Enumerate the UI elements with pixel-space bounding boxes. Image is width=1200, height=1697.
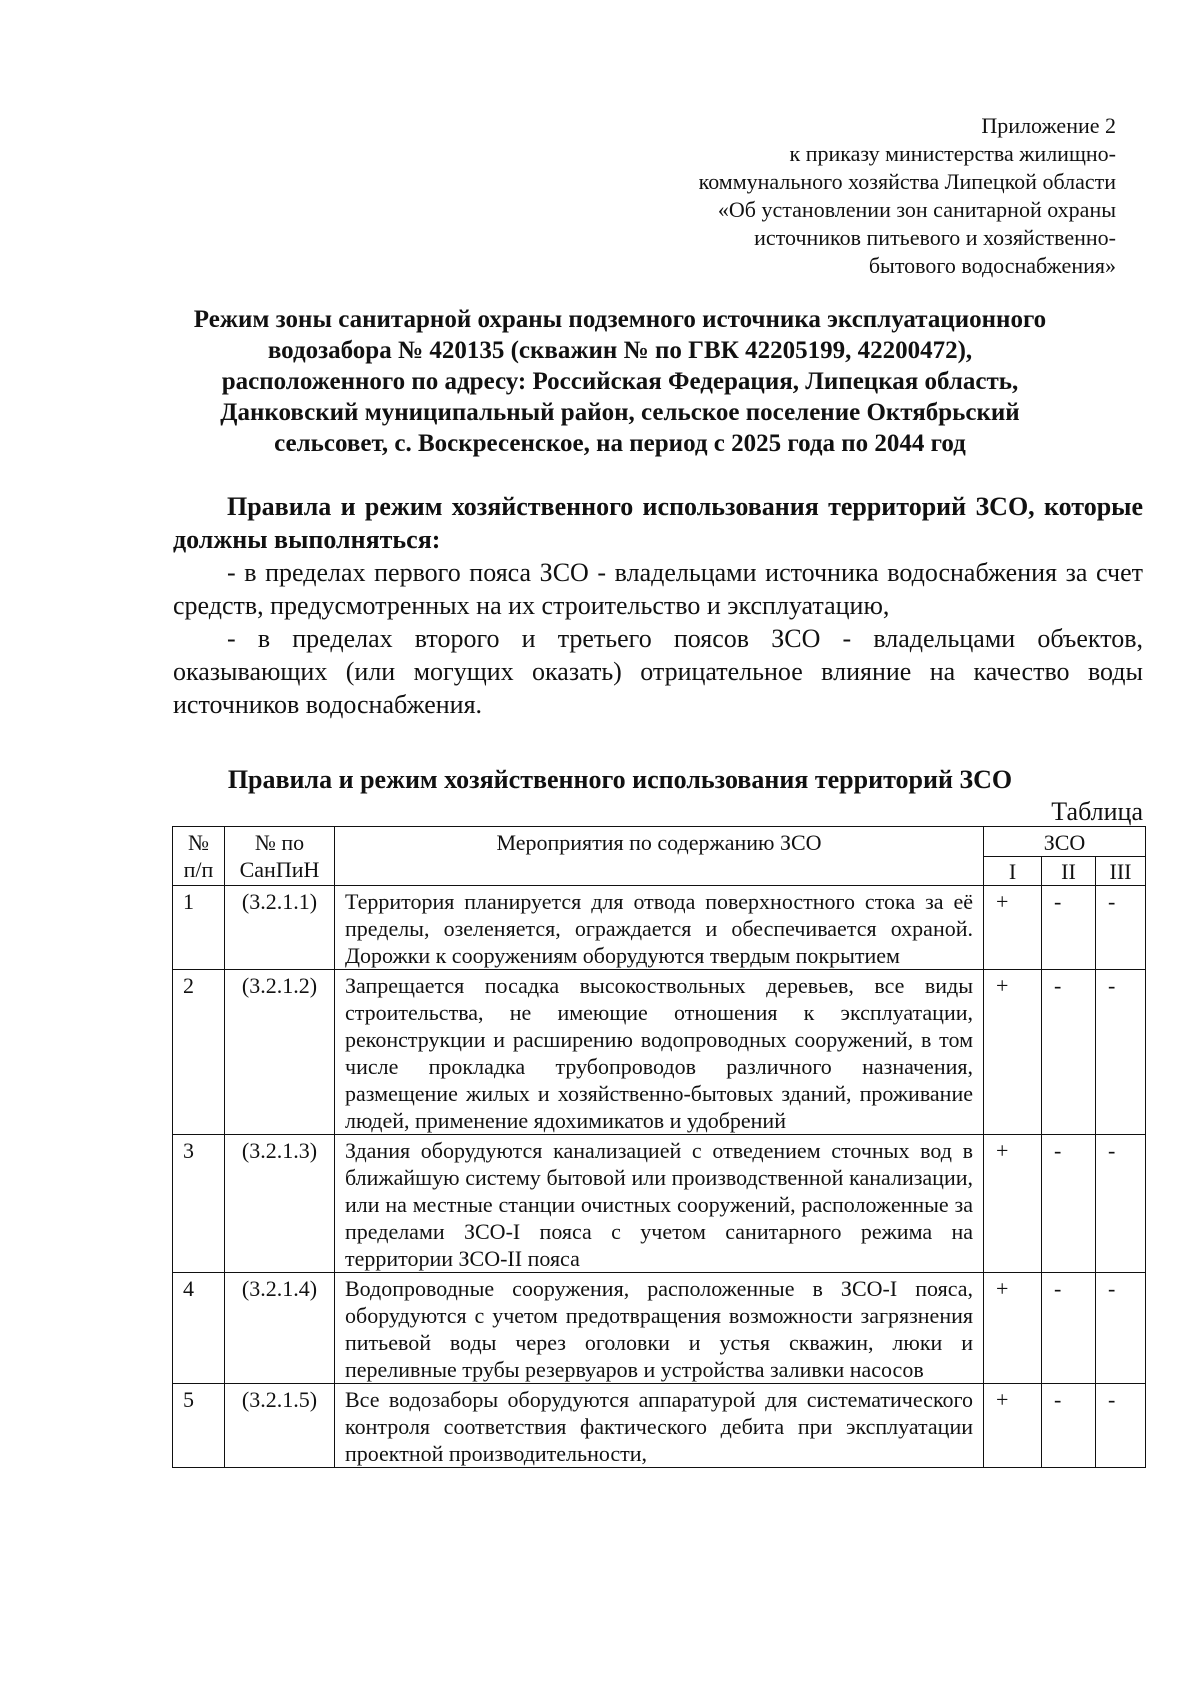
header-num: № п/п — [173, 827, 225, 886]
row-belt-2-mark: - — [1042, 1273, 1096, 1384]
row-belt-1-mark: + — [984, 1273, 1042, 1384]
row-sanpin-code: (3.2.1.4) — [225, 1273, 335, 1384]
annex-line: Приложение 2 — [981, 113, 1116, 138]
annex-line: бытового водоснабжения» — [868, 253, 1116, 278]
annex-line: коммунального хозяйства Липецкой области — [698, 169, 1116, 194]
row-belt-3-mark: - — [1096, 1273, 1146, 1384]
table-label: Таблица — [1051, 797, 1143, 826]
title-line: расположенного по адресу: Российская Федерация, Липецкая область, — [221, 368, 1019, 395]
row-belt-1-mark: + — [984, 1135, 1042, 1273]
rules-heading: Правила и режим хозяйственного использования территорий ЗСО, которые должны выполняться: — [173, 492, 1143, 554]
document-title — [160, 304, 1080, 459]
row-number: 4 — [173, 1273, 225, 1384]
header-measures: Мероприятия по содержанию ЗСО — [335, 827, 984, 886]
rules-item-second-third-belt: - в пределах второго и третьего поясов ЗСО - владельцами объектов, оказывающих (или могущих оказать) отрицательное влияние на качество воды источников водоснабжения. — [173, 624, 1143, 719]
header-belt-1: I — [984, 857, 1042, 886]
rules-section — [173, 490, 1143, 721]
row-sanpin-code: (3.2.1.2) — [225, 970, 335, 1135]
row-belt-1-mark: + — [984, 970, 1042, 1135]
header-belt-2: II — [1042, 857, 1096, 886]
row-sanpin-code: (3.2.1.5) — [225, 1384, 335, 1468]
row-belt-2-mark: - — [1042, 970, 1096, 1135]
header-belt-3: III — [1096, 857, 1146, 886]
row-measure-text: Территория планируется для отвода поверхностного стока за её пределы, озеленяется, ограждается и обеспечивается охраной. Дорожки к сооружениям оборудуются твердым покрытием — [335, 886, 984, 970]
annex-line: «Об установлении зон санитарной охраны — [717, 197, 1116, 222]
row-belt-2-mark: - — [1042, 1384, 1096, 1468]
row-belt-3-mark: - — [1096, 886, 1146, 970]
header-sanpin: № по СанПиН — [225, 827, 335, 886]
annex-line: к приказу министерства жилищно- — [789, 141, 1116, 166]
title-line: Режим зоны санитарной охраны подземного источника эксплуатационного — [193, 306, 1047, 333]
table-row — [173, 886, 1146, 970]
title-line: Данковский муниципальный район, сельское поселение Октябрьский — [220, 399, 1020, 426]
row-measure-text: Запрещается посадка высокоствольных деревьев, все виды строительства, не имеющие отношения к эксплуатации, реконструкции и расширению водопроводных сооружений, в том числе прокладка трубопроводов различного назначения, размещение жилых и хозяйственно-бытовых зданий, проживание людей, применение ядохимикатов и удобрений — [335, 970, 984, 1135]
row-number: 1 — [173, 886, 225, 970]
header-zso: ЗСО — [984, 827, 1146, 857]
row-measure-text: Все водозаборы оборудуются аппаратурой для систематического контроля соответствия фактического дебита при эксплуатации проектной производительности, — [335, 1384, 984, 1468]
rules-item-first-belt: - в пределах первого пояса ЗСО - владельцами источника водоснабжения за счет средств, предусмотренных на их строительство и эксплуатацию, — [173, 558, 1143, 620]
row-measure-text: Водопроводные сооружения, расположенные в ЗСО-I пояса, оборудуются с учетом предотвращения возможности загрязнения питьевой воды через оголовки и устья скважин, люки и переливные трубы резервуаров и устройства заливки насосов — [335, 1273, 984, 1384]
table-title: Правила и режим хозяйственного использования территорий ЗСО — [227, 765, 1013, 794]
annex-line: источников питьевого и хозяйственно- — [754, 225, 1116, 250]
table-row — [173, 1273, 1146, 1384]
row-sanpin-code: (3.2.1.3) — [225, 1135, 335, 1273]
table-row — [173, 1135, 1146, 1273]
table-row — [173, 970, 1146, 1135]
title-line: водозабора № 420135 (скважин № по ГВК 42205199, 42200472), — [267, 337, 973, 364]
row-number: 5 — [173, 1384, 225, 1468]
row-belt-3-mark: - — [1096, 970, 1146, 1135]
row-measure-text: Здания оборудуются канализацией с отведением сточных вод в ближайшую систему бытовой или производственной канализации, или на местные станции очистных сооружений, расположенные за пределами ЗСО-I пояса с учетом санитарного режима на территории ЗСО-II пояса — [335, 1135, 984, 1273]
row-number: 2 — [173, 970, 225, 1135]
rules-table — [172, 826, 1146, 1468]
row-sanpin-code: (3.2.1.1) — [225, 886, 335, 970]
annex-block — [699, 112, 1116, 280]
row-belt-1-mark: + — [984, 886, 1042, 970]
row-belt-3-mark: - — [1096, 1135, 1146, 1273]
title-line: сельсовет, с. Воскресенское, на период с 2025 года по 2044 год — [274, 430, 966, 457]
row-number: 3 — [173, 1135, 225, 1273]
row-belt-2-mark: - — [1042, 1135, 1096, 1273]
row-belt-1-mark: + — [984, 1384, 1042, 1468]
row-belt-2-mark: - — [1042, 886, 1096, 970]
table-row — [173, 1384, 1146, 1468]
row-belt-3-mark: - — [1096, 1384, 1146, 1468]
